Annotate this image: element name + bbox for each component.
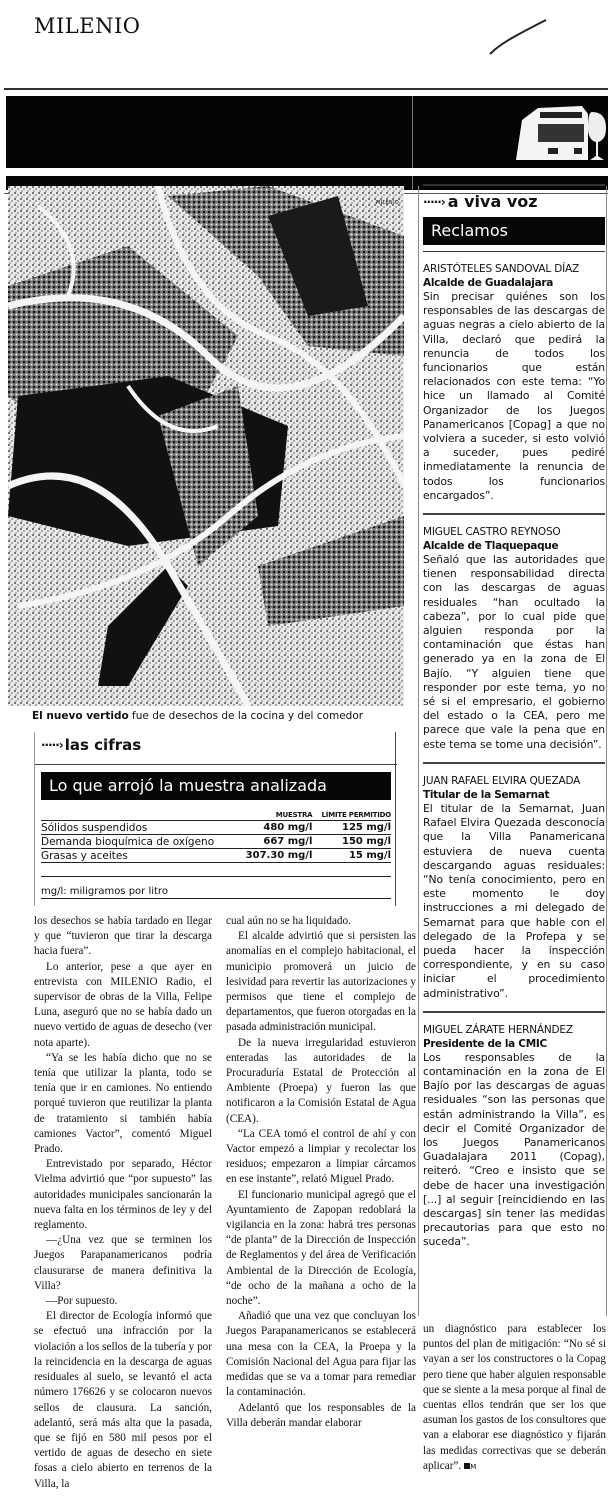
figures-row bbox=[41, 849, 391, 863]
sidebar-kicker-label: a viva voz bbox=[447, 192, 538, 211]
figures-kicker bbox=[41, 736, 141, 754]
dotted-arrow-icon: ·····› bbox=[41, 738, 63, 752]
figures-sample: 667 mg/l bbox=[237, 835, 313, 849]
pen-check-mark bbox=[488, 18, 548, 58]
figures-sample: 480 mg/l bbox=[237, 821, 313, 835]
figures-header-row bbox=[41, 810, 391, 821]
article-paragraph: los desechos se había tardado en llegar y que “tuvieron que tirar la descarga hacia fuera”. bbox=[34, 915, 212, 958]
figures-label: Sólidos suspendidos bbox=[41, 821, 237, 835]
sidebar-top-rule bbox=[423, 184, 605, 186]
figures-limit: 15 mg/l bbox=[312, 849, 391, 863]
article-paragraph: El funcionario municipal agregó que el Ayuntamiento de Zapopan redoblará la vigilancia en la zona: habrá tres personas “de planta” de la Dirección de Inspección de Reglamentos y del área de Verificación Ambiental de la Dirección de Ecología, “de ocho de la mañana a ocho de la noche”. bbox=[226, 1188, 416, 1308]
sidebar-quotes bbox=[423, 184, 605, 1250]
dotted-arrow-icon: ·····› bbox=[423, 194, 445, 209]
quote-block bbox=[423, 262, 605, 503]
quote-separator bbox=[423, 1011, 605, 1013]
figures-box bbox=[34, 732, 396, 906]
photo-debris-image bbox=[8, 186, 404, 706]
quote-person-role: Alcalde de Tlaquepaque bbox=[423, 540, 559, 553]
quote-separator bbox=[423, 762, 605, 764]
quote-text: Señaló que las autoridades que tienen responsabilidad directa con las descargas de aguas residuales “han ocultado la cabeza”, por lo cual pide que alguien responda por la contaminación que éstas han generado ya en la zona de El Bajío. “Y alguien tiene que responder por este tema, yo no sé si el empresario, el gobierno del estado o la CEA, pero me parece que vale la pena que en este tema se tome una decisión”. bbox=[423, 553, 605, 751]
article-paragraph: —¿Una vez que se terminen los Juegos Parapanamericanos podría clausurarse de manera definitiva la Villa? bbox=[34, 1234, 212, 1292]
figures-limit: 125 mg/l bbox=[312, 821, 391, 835]
quote-block bbox=[423, 774, 605, 1001]
quote-person-name: MIGUEL CASTRO REYNOSO bbox=[423, 526, 561, 539]
sidebar-rule bbox=[423, 251, 605, 252]
section-banner bbox=[6, 96, 608, 168]
end-of-story-mark: M bbox=[470, 1462, 477, 1471]
article-paragraph: Añadió que una vez que concluyan los Juegos Parapanamericanos se establecerá una mesa con la CEA, la Proepa y la Comisión Nacional del Agua para fijar las medidas que se va a tomar para remediar la contaminación. bbox=[226, 1310, 416, 1399]
figures-kicker-label: las cifras bbox=[64, 736, 142, 754]
quote-text: El titular de la Semarnat, Juan Rafael Elvira Quezada desconocía que la Villa Panamericana estuviera de nueva cuenta descargando aguas residuales: “No tenía conocimiento, pero en este momento le doy instrucciones a mi delegado de Semarnat para que hable con el delegado de la Profepa y se pueda hacer la inspección correspondiente, y en su caso iniciar el procedimiento administrativo”. bbox=[423, 801, 605, 1000]
masthead-logo: MILENIO bbox=[34, 14, 141, 38]
article-paragraph: cual aún no se ha liquidado. bbox=[226, 915, 351, 927]
quote-block bbox=[423, 525, 605, 752]
figures-col-header: LÍMITE PERMITIDO bbox=[312, 810, 391, 821]
quote-person-role: Titular de la Semarnat bbox=[423, 788, 550, 801]
article-paragraph bbox=[423, 1322, 606, 1475]
article-paragraph: “Ya se les había dicho que no se tenía que utilizar la planta, todo se tenía que ir en camiones. No entiendo porqué tuvieron que reutilizar la planta de tratamiento si también había camiones Vactor”, comentó Miguel Prado. bbox=[34, 1051, 212, 1156]
sidebar-title: Reclamos bbox=[423, 217, 605, 245]
photo-caption bbox=[32, 710, 412, 722]
banner-divider bbox=[412, 176, 413, 190]
sidebar-left-rule bbox=[418, 186, 419, 1316]
article-column-1 bbox=[34, 914, 212, 1492]
figures-label: Demanda bioquímica de oxígeno bbox=[41, 835, 237, 849]
article-column-2 bbox=[226, 914, 416, 1431]
photo-credit: MILENIO bbox=[376, 200, 399, 206]
figures-row bbox=[41, 835, 391, 849]
figures-table bbox=[41, 810, 391, 877]
top-rule bbox=[4, 88, 608, 90]
article-paragraph: —Por supuesto. bbox=[46, 1295, 118, 1308]
quote-person-role: Alcalde de Guadalajara bbox=[423, 277, 554, 289]
quote-text: Los responsables de la contaminación en la zona de El Bajío por las descargas de aguas residuales “son las personas que están administrando la Villa”, es decir el Comité Organizador de los Juegos Panamericanos Guadalajara 2011 (Copag), reiteró. “Creo e insisto que se debe de hacer una investigación [...] al seguir [reincidiendo en las descargas] sin tener las medidas precautorias para que esto no suceda”. bbox=[423, 1050, 605, 1249]
figures-title: Lo que arrojó la muestra analizada bbox=[41, 772, 391, 800]
article-paragraph-text: un diagnóstico para establecer los puntos del plan de mitigación: “No sé si vayan a ser los constructores o la Copag pero tiene que haber alguien responsable que se siente a la mesa porque al final de cuentas ellos tendrán que ser los que asuman los gastos de los consultores que van a elaborar ese diagnóstico y fijarán las medidas correctivas que se deberán aplicar”. bbox=[423, 1323, 606, 1472]
figures-row bbox=[41, 821, 391, 835]
quote-separator bbox=[423, 513, 605, 515]
article-paragraph: Entrevistado por separado, Héctor Vielma advirtió que “por supuesto” las autoridades municipales sancionarán la nueva falta en los términos de ley y del reglamento. bbox=[34, 1158, 212, 1232]
figures-note: mg/l: miligramos por litro bbox=[41, 886, 391, 899]
article-paragraph: Adelantó que los responsables de la Villa deberán mandar elaborar bbox=[226, 1401, 416, 1429]
article-paragraph: Lo anterior, pese a que ayer en entrevista con MILENIO Radio, el supervisor de obras de la Villa, Felipe Luna, aseguró que no se había dado un nuevo vertido de aguas de desecho (ver nota aparte). bbox=[34, 960, 212, 1049]
article-paragraph: De la nueva irregularidad estuvieron enteradas las autoridades de la Procuraduría Estatal de Protección al Ambiente (Proepa) y fueron las que notificaron a la Comisión Estatal de Agua (CEA). bbox=[226, 1036, 416, 1125]
quote-text: Sin precisar quiénes son los responsables de las descargas de aguas negras a cielo abierto de la Villa, declaró que pedirá la renuncia de todos los funcionarios que están relacionados con este tema: “Yo hice un llamado al Comité Organizador de los Juegos Panamericanos [Copag] a que no volviera a suceder, si esto volvió a suceder, pues pediré inmediatamente la renuncia de todos los funcionarios encargados”. bbox=[423, 290, 605, 502]
sidebar-kicker bbox=[423, 192, 605, 211]
figures-label: Grasas y aceites bbox=[41, 849, 237, 863]
sidebar-right-rule bbox=[606, 186, 607, 1316]
article-column-3 bbox=[423, 1322, 606, 1475]
figures-col-header bbox=[41, 810, 237, 821]
quote-person-name: JUAN RAFAEL ELVIRA QUEZADA bbox=[423, 774, 581, 787]
banner-divider bbox=[412, 96, 413, 168]
article-paragraph: El alcalde advirtió que si persisten las anomalías en el complejo habitacional, el municipio promoverá un juicio de lesividad para revertir las autorizaciones y permisos que tiene el complejo de departamentos, que fueron otorgadas en la pasada administración municipal. bbox=[226, 930, 416, 1034]
news-photo bbox=[8, 186, 404, 706]
caption-text: fue de desechos de la cocina y del comedor bbox=[128, 710, 364, 722]
article-paragraph: “La CEA tomó el control de ahí y con Vactor empezó a limpiar y recolectar los residuos; empezaron a limpiar cárcamos en ese instante”, relató Miguel Prado. bbox=[226, 1127, 416, 1186]
figures-col-header: MUESTRA bbox=[237, 810, 313, 821]
figures-sample: 307.30 mg/l bbox=[237, 849, 313, 863]
figures-limit: 150 mg/l bbox=[312, 835, 391, 849]
quote-person-role: Presidente de la CMIC bbox=[423, 1037, 547, 1050]
caption-lead: El nuevo vertido bbox=[32, 710, 129, 722]
quote-block bbox=[423, 1023, 605, 1250]
figures-rule bbox=[35, 764, 397, 765]
figures-blank-row bbox=[41, 863, 391, 877]
article-paragraph: El director de Ecología informó que se efectuó una infracción por la violación a los sellos de la tubería y por la reincidencia en la descarga de aguas residuales al suelo, se levantó el acta número 176626 y se colocaron nuevos sellos de clausura. La sanción, adelantó, será más alta que la pasada, que se fijó en 580 mil pesos por el vertido de aguas de desecho en siete fosas a cielo abierto en terrenos de la Villa, la bbox=[34, 1310, 212, 1490]
quote-person-name: MIGUEL ZÁRATE HERNÁNDEZ bbox=[423, 1023, 573, 1036]
bus-illustration-icon bbox=[508, 102, 608, 164]
quote-person-name: ARISTÓTELES SANDOVAL DÍAZ bbox=[423, 263, 579, 275]
